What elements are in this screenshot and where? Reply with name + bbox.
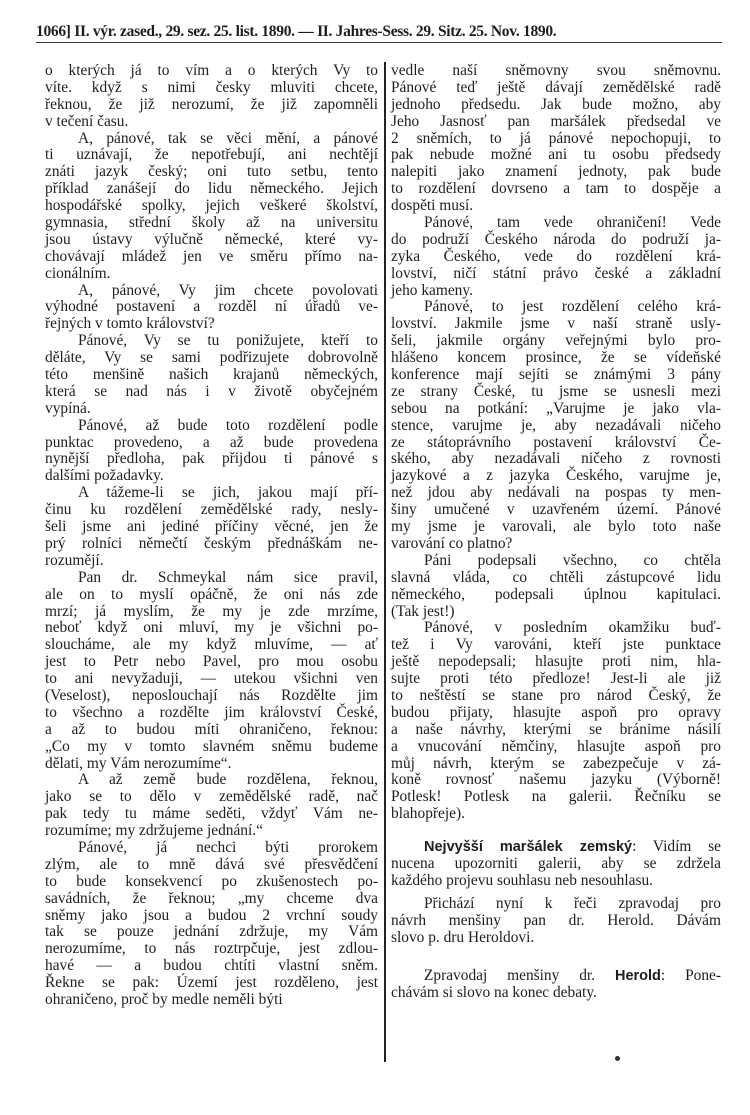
page-header xyxy=(36,20,722,43)
text-line: činu ku rozdělení zemědělské rady, nesly- xyxy=(45,501,378,519)
text-line: vypíná. xyxy=(45,399,91,417)
text-line: nucena upozorniti galerii, aby se zdržela xyxy=(391,854,721,872)
text-line: lovství, ničí státní právo české a základní xyxy=(391,264,721,282)
page-header-text: 1066] II. výr. zased., 29. sez. 25. list. 1890. — II. Jahres-Sess. 29. Sitz. 25. Nov. 1890. xyxy=(36,23,557,40)
text-line: sloucháme, ale my když mluvíme, — ať xyxy=(45,636,378,654)
text-line: to všechno a rozdělte jim království České, xyxy=(45,703,378,721)
text-line: příklad zanášejí do lidu německého. Jejich xyxy=(45,180,378,198)
speaker-name: Nejvyšší maršálek zemský xyxy=(424,839,633,856)
text-line: která se nad nás i v životě obyčejném xyxy=(45,382,378,400)
text-line: sebou na potkání: „Varujme je jako vla- xyxy=(391,399,721,417)
text-line: Řekne se pak: Území jest rozděleno, jest xyxy=(45,974,378,992)
text-line: Pánové, tam vede ohraničení! Vede xyxy=(424,214,721,232)
text-line: ještě nepodepsali; hlasujte proti nim, hla- xyxy=(391,653,721,671)
text-line: A, pánové, Vy jim chcete povolovati xyxy=(78,281,378,299)
text-line: punktac provedeno, a až bude provedena xyxy=(45,433,378,451)
text-line: savádních, že řeknou; „my chceme dva xyxy=(45,889,378,907)
text-line: „Co my v tomto slavném sněmu budeme xyxy=(45,737,378,755)
text-line: to bude konsekvencí po zkušenostech po- xyxy=(45,872,378,890)
text-line: dělati, my Vám nerozumíme“. xyxy=(45,754,232,772)
text-line: a až to budou míti ohraničeno, řeknou: xyxy=(45,720,378,738)
text-line: chávám si slovo na konec debaty. xyxy=(391,984,597,1002)
marshal-statement xyxy=(391,839,721,946)
text-line: znáti jazyk český; oni tuto setbu, tento xyxy=(45,163,378,181)
text-line: ského, aby nezadávali ničeho z rovnosti xyxy=(391,450,721,468)
text-line: sujte proti této předloze! Jest-li ale již xyxy=(391,670,721,688)
text-line: Pánové, Vy se tu ponižujete, kteří to xyxy=(78,332,378,350)
text-line: nynější předloha, pak přijdou ti pánové s xyxy=(45,450,378,468)
text-line: budou přijaty, hlasujte aspoň pro opravy xyxy=(391,703,721,721)
text-line: než jdou aby nedávali na pospas ty men- xyxy=(391,484,721,502)
text-line: šiny umučené v uzavřeném území. Pánové xyxy=(391,501,721,519)
text-line: Pánové, v posledním okamžiku buď- xyxy=(424,619,721,637)
text-line: návrh menšiny pan dr. Herold. Dávám xyxy=(391,911,721,929)
text-line: Pánové teď ještě dávají zemědělské radě xyxy=(391,78,721,96)
text-line: hospodářské spolky, jejich veškeré školství, xyxy=(45,197,378,215)
text-line: ti uznávají, že nepotřebují, ani nechtějí xyxy=(45,146,378,164)
text-line: to neštěstí se stane pro národ Český, že xyxy=(391,686,721,704)
text-line: dalšími požadavky. xyxy=(45,467,164,485)
text-line: zyka Českého, vede do rozdělení krá- xyxy=(391,247,721,265)
text-line: neboť když oni mluví, my je všichni po- xyxy=(45,619,378,637)
text-line: řejných v tomto království? xyxy=(45,315,215,333)
text-line: ze strany České, tu jsme se usnesli mezi xyxy=(391,382,721,400)
text-line: můj návrh, kterým se zabezpečuje v zá- xyxy=(391,754,721,772)
text-line: a vnucování němčiny, hlasujte aspoň pro xyxy=(391,737,721,755)
text-line: ze státoprávního postavení království Če- xyxy=(391,433,721,451)
right-column xyxy=(391,63,721,1002)
column-divider xyxy=(384,62,386,1062)
text-line: jako se to dělo v zemědělské radě, nač xyxy=(45,788,378,806)
text-line: tež i Vy varováni, kteří jste punktace xyxy=(391,636,721,654)
text-line: my jsme je varovali, ale bylo toto naše xyxy=(391,518,721,536)
spacer xyxy=(391,946,721,962)
text-line: této menšině našich krajanů německých, xyxy=(45,366,378,384)
text-line: lovství. Jakmile jsme v naší straně usly- xyxy=(391,315,721,333)
text-fragment: Zpravodaj menšiny dr. xyxy=(424,967,615,985)
text-line: a naše návrhy, kterými se bránime násilí xyxy=(391,720,721,738)
text-line: konference mají sejíti se známými 3 pány xyxy=(391,366,721,384)
text-line: havé — a budou chtíti vlastní sněm. xyxy=(45,957,378,975)
text-line: každého projevu souhlasu neb nesouhlasu. xyxy=(391,871,654,889)
text-line: tak se pouze jednání zdržuje, my Vám xyxy=(45,923,378,941)
text-line: řeknou, že již nerozumí, že již zapomněli xyxy=(45,95,378,113)
text-line: vedle naší sněmovny svou sněmovnu. xyxy=(391,62,721,79)
left-column xyxy=(45,63,378,1009)
text-line: to rozdělení dovrseno a tam to dospěje a xyxy=(391,180,721,198)
text-fragment: : Vidím se xyxy=(632,838,721,856)
text-line: Páni podepsali všechno, co chtěla xyxy=(424,551,721,569)
text-line: šeli jsme ani jediné příčiny věcné, jen že xyxy=(45,518,378,536)
spacer xyxy=(391,823,721,839)
text-line: o kterých já to vím a o kterých Vy to xyxy=(45,62,378,79)
text-line: jeho kameny. xyxy=(391,281,473,299)
text-line: slovo p. dru Heroldovi. xyxy=(391,928,535,946)
text-line: to ani nevyžaduji, — utekou všichni ven xyxy=(45,670,378,688)
text-line: A až země bude rozdělena, řeknou, xyxy=(78,771,378,789)
text-line: slavná vláda, co chtěli zástupcové lidu xyxy=(391,568,721,586)
ink-dot xyxy=(615,1056,620,1061)
text-line: hlášeno koncem prosince, že se vídeňské xyxy=(391,349,721,367)
text-line: Jeho Jasnosť pan maršálek předsedal ve xyxy=(391,112,721,130)
text-line: jest to Petr nebo Pavel, pro mou osobu xyxy=(45,653,378,671)
text-line: 2 sněmích, to já pánové nepochopuji, to xyxy=(391,129,721,147)
text-line: sněmy jako jsou a budou 2 vrchní soudy xyxy=(45,906,378,924)
text-line: Potlesk! Potlesk na galerii. Řečníku se xyxy=(391,788,721,806)
text-line: chovávají mládež jen ve směru přímo na- xyxy=(45,247,378,265)
text-line: jazykové a z jazyka Českého, varujme je, xyxy=(391,467,721,485)
text-line: děláte, Vy se sami podřizujete dobrovolně xyxy=(45,349,378,367)
text-line: A, pánové, tak se věci mění, a pánové xyxy=(78,129,378,147)
text-line: A tážeme-li se jich, jakou mají pří- xyxy=(78,484,378,502)
text-line: koně rovnosť našemu jazyku (Výborně! xyxy=(391,771,721,789)
text-line: nerozumíme, to nás roztrpčuje, jest zdlou- xyxy=(45,940,378,958)
text-line: mrzí; já myslím, že my je zde mrzíme, xyxy=(45,602,378,620)
text-fragment: : Pone- xyxy=(660,967,722,985)
text-line: v tečení času. xyxy=(45,112,129,130)
text-line: Pánové, to jest rozdělení celého krá- xyxy=(424,298,721,316)
text-line: rozumějí. xyxy=(45,551,104,569)
text-line: Přichází nyní k řeči zpravodaj pro xyxy=(424,894,721,912)
text-line: (Tak jest!) xyxy=(391,602,455,620)
text-line: (Veselost), neposlouchají nás Rozdělte jim xyxy=(45,686,378,704)
text-line: pak tedy tu máme seděti, vždyť Vám ne- xyxy=(45,805,378,823)
text-line: německého, podepsali úplnou kapitulaci. xyxy=(391,585,721,603)
text-line: zlým, ale to mně dává své přesvědčení xyxy=(45,855,378,873)
text-line: šeli, jakmile orgány veřejnými bylo pro- xyxy=(391,332,721,350)
text-line: nalepiti jako znamení jednoty, pak bude xyxy=(391,163,721,181)
text-line: cionálním. xyxy=(45,264,111,282)
text-line: Pánové, až bude toto rozdělení podle xyxy=(78,416,378,434)
text-line: ale on to myslí opáčně, že oni nás zde xyxy=(45,585,378,603)
text-line: gymnasia, střední školy až na universitu xyxy=(45,214,378,232)
text-line: Pan dr. Schmeykal nám sice pravil, xyxy=(78,568,378,586)
text-line: víte. když s nimi česky mluviti chcete, xyxy=(45,78,378,96)
text-line: výhodné postavení a rozděl ní úřadů ve- xyxy=(45,298,378,316)
text-line: prý rolníci němečtí českým přednáškám ne- xyxy=(45,534,378,552)
text-line: ohraničeno, proč by medle neměli býti xyxy=(45,990,283,1008)
right-column-speech xyxy=(391,63,721,823)
text-line xyxy=(391,968,721,985)
text-line: dospěti musí. xyxy=(391,197,474,215)
text-line: stence, varujme je, aby nezadávali ničeho xyxy=(391,416,721,434)
speaker-name: Herold xyxy=(614,968,661,985)
text-line: Pánové, já nechci býti prorokem xyxy=(78,838,378,856)
text-line: do podruží Českého národa do podruží ja- xyxy=(391,230,721,248)
text-line: varování co platno? xyxy=(391,534,513,552)
text-line: pak nebude možné ani tu osobu předsedy xyxy=(391,146,721,164)
herold-statement xyxy=(391,968,721,1002)
text-line: jednoho předsedu. Jak bude možno, aby xyxy=(391,95,721,113)
text-line: blahopřeje). xyxy=(391,805,465,823)
text-line xyxy=(391,839,721,856)
text-line: rozumíme; my zdržujeme jednání.“ xyxy=(45,822,263,840)
text-line: jsou ústavy výlučně německé, které vy- xyxy=(45,230,378,248)
